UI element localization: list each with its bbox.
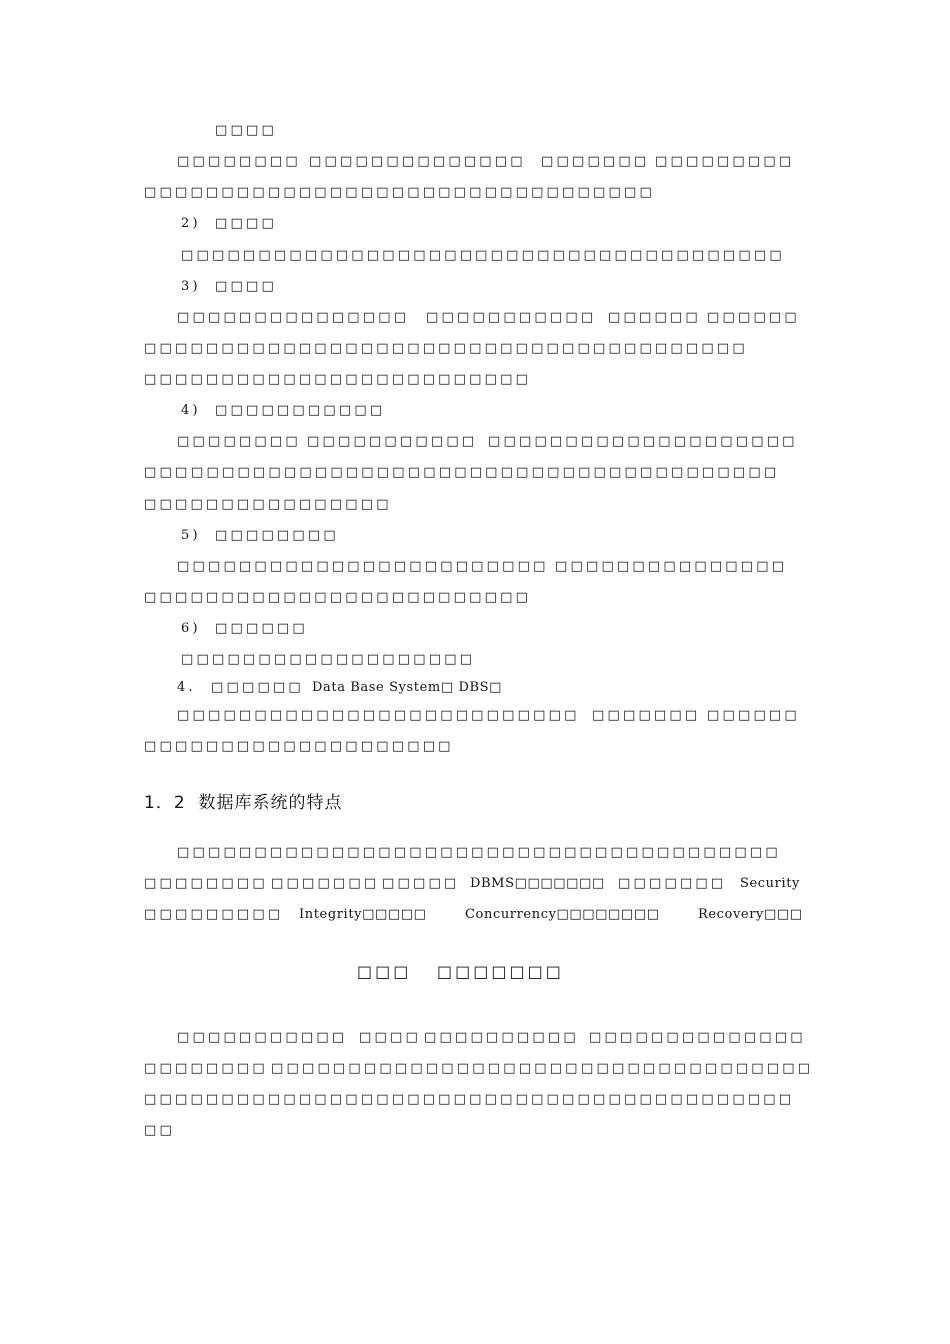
text-line-segment: 4. — [177, 680, 196, 695]
text-line-segment: □□□□□□□□□□□□□□□□□□□□ — [144, 739, 454, 754]
text-line-segment: □□□□□□□□□□□ — [307, 434, 478, 449]
text-line-segment: Integrity□□□□□ — [299, 907, 427, 922]
text-line-segment: 5) — [181, 528, 201, 543]
text-line-segment: 4) — [181, 403, 201, 418]
text-line-segment: Recovery□□□ — [698, 907, 803, 922]
text-line-segment: □□□□□□ — [608, 310, 701, 325]
text-line-segment: □□□□□□□ — [592, 708, 701, 723]
text-line-segment: □□□□□□□□□□□□□□□□□□□□□□□□□□□□□□□□□□□□□□□□□□ — [144, 1092, 795, 1107]
text-line-segment: □□□□ — [215, 279, 277, 294]
text-line-segment: Data Base System□ DBS□ — [312, 680, 503, 695]
text-line-segment: □□□□□□□□□□□□□□□□□□□□□□□□□□ — [177, 708, 580, 723]
text-line-segment: □□□□□□□□□□□□□□□□ — [144, 497, 392, 512]
text-line-segment: □□□□□□□□□□□□□□□□□□□□□□□□□□□□□□□□□ — [144, 185, 655, 200]
text-line-segment: □□□□□□□□□□□□□□□□□□□□ — [271, 1061, 581, 1076]
text-line-segment: □□□□□□□□□□□□□□□ — [555, 559, 788, 574]
text-line-segment: □□□□□□□□□□□□□□□□□□□□□□□□□□□□□□□□□□□□□□□ — [181, 248, 785, 263]
text-line-segment: □□□□□□□□□□□□□□□□□□□□□□□□□ — [144, 590, 532, 605]
text-line-segment: □□□□□□□□□□□□□□ — [309, 154, 526, 169]
section-heading: 1．2 数据库系统的特点 — [144, 793, 343, 813]
text-line-segment: □□□□ — [215, 216, 277, 231]
text-line-segment: □□□□□□□ — [271, 876, 380, 891]
text-line-segment: □□□□□□□□□□□□□□□ — [581, 1061, 814, 1076]
text-line-segment: □□□□□□□ — [541, 154, 650, 169]
text-line-segment: 6) — [181, 621, 201, 636]
text-line-segment: □□□□ — [215, 123, 277, 138]
text-line-segment: □□□□□□□□□ — [655, 154, 795, 169]
text-line-segment: □□□□□□□□□□□ — [177, 1030, 348, 1045]
text-line-segment: □□□□□□□□□ — [144, 907, 284, 922]
text-line-segment: □□□□□□□□ — [215, 528, 339, 543]
text-line-segment: □□□□□□ — [707, 708, 800, 723]
text-line-segment: □□□□□□□□ — [177, 434, 301, 449]
text-line-segment: □□□□□□□□□□□□□□□□□□□□ — [488, 434, 798, 449]
text-line-segment: □□□□□□□□□□□ — [215, 403, 386, 418]
text-line-segment: □□□□□□□□□□□ — [426, 310, 597, 325]
text-line-segment: □□□□□□ — [707, 310, 800, 325]
chapter-title-right: □□□□□□□ — [437, 962, 564, 981]
text-line-segment: □□□□□ — [382, 876, 460, 891]
text-line-segment: □□□□□□□□□□□□□□□□□□□□□□□□□□□□□□□□□□□□□□ — [191, 465, 780, 480]
text-line-segment: Concurrency□□□□□□□□ — [465, 907, 660, 922]
text-line-segment: □□□□□□□□□□□□□□□□□□□□□□□□ — [177, 559, 549, 574]
text-line-segment: □□□□□□□□□□□□□□□□□□□ — [181, 652, 476, 667]
text-line-segment: □□□□□□□□ — [177, 154, 301, 169]
text-line-segment: □□□□□□□□□□ — [424, 1030, 579, 1045]
text-line-segment: □□□□□□□□□□□□□□□ — [177, 310, 410, 325]
text-line-segment: □□□ — [144, 465, 191, 480]
text-line-segment: □□□□□□□□ — [144, 876, 268, 891]
text-line-segment: □□□□□□□□ — [144, 1061, 268, 1076]
text-line-segment: □□□□□□□□□□□□□□□□□□□□□□□□□□□□□□□□□□□□□□□ — [177, 845, 781, 860]
text-line-segment: □□□□□□□□□□□□□□□□□□□□□□□□□□□□□□□□□□□□□□□ — [144, 341, 748, 356]
text-line-segment: □□□□□□ — [215, 621, 308, 636]
text-line-segment: □□ — [144, 1123, 175, 1138]
text-line-segment: □□□□ — [359, 1030, 421, 1045]
text-line-segment: □□□□□□□ — [618, 876, 727, 891]
text-line-segment: □□□□□□□□□□□□□□□□□□□□□□□□□ — [144, 372, 532, 387]
text-line-segment: Security — [740, 876, 800, 891]
chapter-title-left: □□□ — [357, 962, 412, 981]
text-line-segment: 3) — [181, 279, 201, 294]
text-line-segment: 2) — [181, 216, 201, 231]
text-line-segment: □□□□□□□□□□□□□□ — [589, 1030, 806, 1045]
text-line-segment: □□□□□□ — [211, 680, 304, 695]
text-line-segment: DBMS□□□□□□□ — [470, 876, 605, 891]
